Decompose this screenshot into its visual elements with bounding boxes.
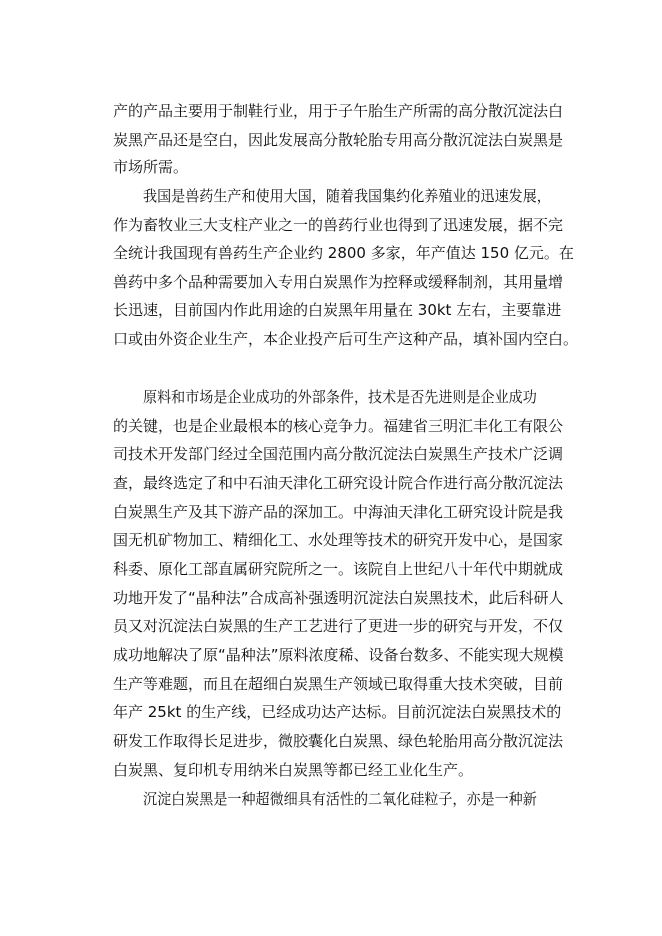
text-line: 研发工作取得长足进步，微胶囊化白炭黑、绿色轮胎用高分散沉淀法 <box>113 732 564 750</box>
text-line: 生产等难题，而且在超细白炭黑生产领域已取得重大技术突破，目前 <box>113 675 564 693</box>
text-line: 成功地解决了原“晶种法”原料浓度稀、设备台数多、不能实现大规模 <box>113 646 564 664</box>
text-line: 沉淀白炭黑是一种超微细具有活性的二氧化硅粒子，亦是一种新 <box>143 790 537 808</box>
text-line: 的关键，也是企业最根本的核心竞争力。福建省三明汇丰化工有限公 <box>113 417 564 435</box>
text-line: 白炭黑生产及其下游产品的深加工。中海油天津化工研究设计院是我 <box>113 503 564 521</box>
text-line: 长迅速，目前国内作此用途的白炭黑年用量在 30kt 左右，主要靠进 <box>113 301 562 319</box>
text-line: 炭黑产品还是空白，因此发展高分散轮胎专用高分散沉淀法白炭黑是 <box>113 131 564 149</box>
text-line: 产的产品主要用于制鞋行业，用于子午胎生产所需的高分散沉淀法白 <box>113 102 564 120</box>
text-line: 功地开发了“晶种法”合成高补强透明沉淀法白炭黑技术，此后科研人 <box>113 589 564 607</box>
text-line: 司技术开发部门经过全国范围内高分散沉淀法白炭黑生产技术广泛调 <box>113 445 564 463</box>
text-line: 国无机矿物加工、精细化工、水处理等技术的研究开发中心，是国家 <box>113 531 564 549</box>
text-line: 科委、原化工部直属研究院所之一。该院自上世纪八十年代中期就成 <box>113 560 564 578</box>
text-line: 市场所需。 <box>113 158 189 176</box>
text-line: 兽药中多个品种需要加入专用白炭黑作为控释或缓释制剂，其用量增 <box>113 273 564 291</box>
text-line: 年产 25kt 的生产线，已经成功达产达标。目前沉淀法白炭黑技术的 <box>113 703 562 721</box>
text-line: 员又对沉淀法白炭黑的生产工艺进行了更进一步的研究与开发，不仅 <box>113 617 564 635</box>
text-line: 白炭黑、复印机专用纳米白炭黑等都已经工业化生产。 <box>113 761 474 779</box>
text-line: 我国是兽药生产和使用大国，随着我国集约化养殖业的迅速发展， <box>143 187 551 205</box>
text-line: 口或由外资企业生产，本企业投产后可生产这种产品，填补国内空白。 <box>113 330 579 348</box>
text-line: 查，最终选定了和中石油天津化工研究设计院合作进行高分散沉淀法 <box>113 474 564 492</box>
text-line: 原料和市场是企业成功的外部条件，技术是否先进则是企业成功 <box>143 388 537 406</box>
text-line: 全统计我国现有兽药生产企业约 2800 多家，年产值达 150 亿元。在 <box>113 244 574 262</box>
text-line: 作为畜牧业三大支柱产业之一的兽药行业也得到了迅速发展，据不完 <box>113 216 564 234</box>
